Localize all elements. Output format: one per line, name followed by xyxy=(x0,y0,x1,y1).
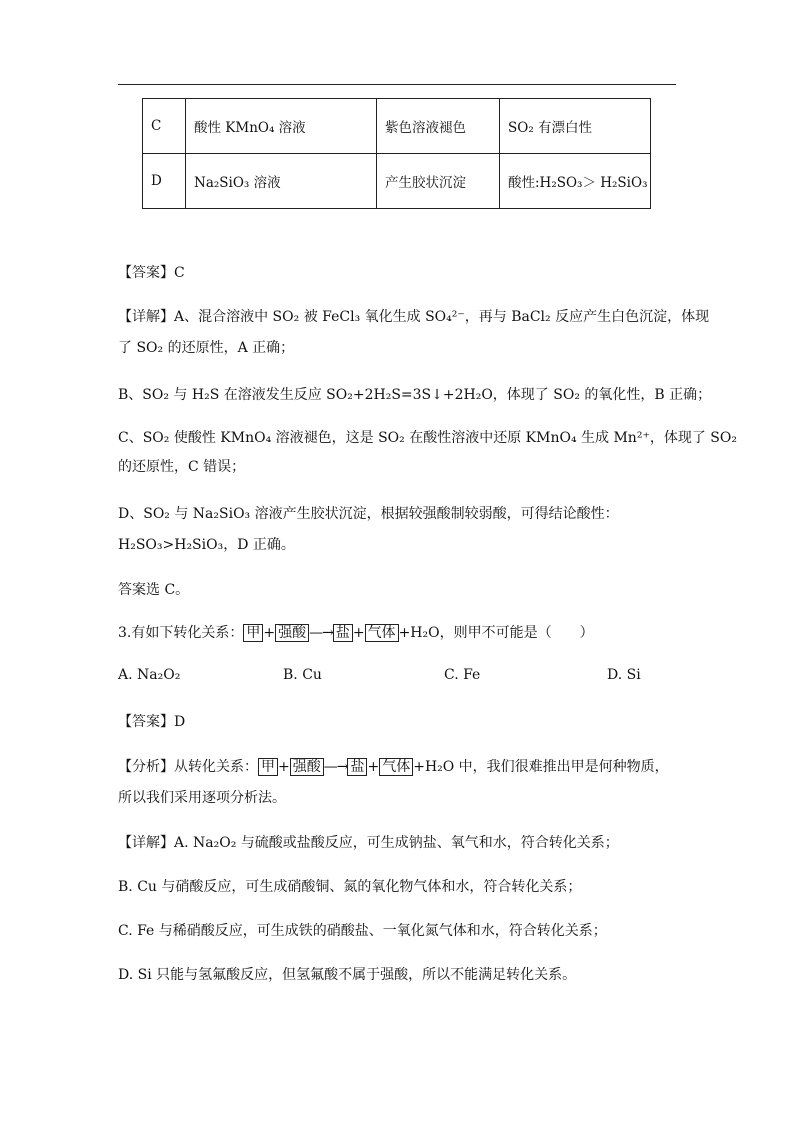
option-a: A. Na₂O₂ xyxy=(118,667,181,683)
q2-detail-d-line2: H₂SO₃>H₂SiO₃，D 正确。 xyxy=(118,537,295,553)
table-row xyxy=(143,99,651,154)
q2-final-answer: 答案选 C。 xyxy=(118,582,190,598)
q2-detail-c-line2: 的还原性，C 错误； xyxy=(118,459,246,475)
conclusion-cell: SO₂ 有漂白性 xyxy=(500,99,651,154)
q2-detail-d-line1: D、SO₂ 与 Na₂SiO₃ 溶液产生胶状沉淀，根据较强酸制较弱酸，可得结论酸性： xyxy=(118,506,619,522)
q3-analysis-line1 xyxy=(118,756,669,776)
box-gas: 气体 xyxy=(365,624,399,642)
box-salt: 盐 xyxy=(333,624,353,642)
option-b: B. Cu xyxy=(283,667,322,683)
phenomenon-cell: 紫色溶液褪色 xyxy=(377,99,500,154)
q3-analysis-line2: 所以我们采用逐项分析法。 xyxy=(118,790,286,806)
plus-sign: + xyxy=(367,759,380,775)
row-label: C xyxy=(143,99,186,154)
box-jia: 甲 xyxy=(243,624,263,642)
q3-detail-d: D. Si 只能与氢氟酸反应，但氢氟酸不属于强酸，所以不能满足转化关系。 xyxy=(118,967,577,983)
header-rule xyxy=(118,84,676,85)
plus-sign: + xyxy=(413,759,425,775)
q2-detail-a-line2: 了 SO₂ 的还原性，A 正确； xyxy=(118,340,295,356)
q3-stem-prefix: 3.有如下转化关系： xyxy=(118,625,244,641)
q2-answer: 【答案】C xyxy=(118,265,185,281)
box-strong-acid: 强酸 xyxy=(290,758,324,776)
q3-answer: 【答案】D xyxy=(118,714,186,730)
reaction-arrow: —→ xyxy=(309,625,333,641)
q2-detail-b: B、SO₂ 与 H₂S 在溶液发生反应 SO₂+2H₂S=3S↓+2H₂O，体现了 SO₂ 的氧化性，B 正确； xyxy=(118,387,712,403)
water-term: +H₂O xyxy=(398,625,440,641)
plus-sign: + xyxy=(352,625,365,641)
box-salt: 盐 xyxy=(347,758,367,776)
q3-stem-suffix: ，则甲不可能是（ ） xyxy=(439,625,594,641)
reagent-cell: Na₂SiO₃ 溶液 xyxy=(186,154,377,209)
plus-sign: + xyxy=(263,625,276,641)
table-row xyxy=(143,154,651,209)
q2-detail-a-line1: 【详解】A、混合溶液中 SO₂ 被 FeCl₃ 氧化生成 SO₄²⁻，再与 BaCl₂ 反应产生白色沉淀，体现 xyxy=(118,309,710,325)
q3-detail-b: B. Cu 与硝酸反应，可生成硝酸铜、氮的氧化物气体和水，符合转化关系； xyxy=(118,879,582,895)
reagent-cell: 酸性 KMnO₄ 溶液 xyxy=(186,99,377,154)
reaction-arrow: —→ xyxy=(323,759,348,775)
q2-detail-c-line1: C、SO₂ 使酸性 KMnO₄ 溶液褪色，这是 SO₂ 在酸性溶液中还原 KMnO₄ 生成 Mn²⁺，体现了 SO₂ xyxy=(118,430,737,446)
analysis-suffix: H₂O 中，我们很难推出甲是何种物质， xyxy=(424,759,669,775)
box-gas: 气体 xyxy=(379,758,413,776)
phenomenon-cell: 产生胶状沉淀 xyxy=(377,154,500,209)
options-table xyxy=(142,98,651,209)
plus-sign: + xyxy=(278,759,290,775)
box-jia: 甲 xyxy=(258,758,278,776)
option-d: D. Si xyxy=(607,667,641,683)
q3-detail-c: C. Fe 与稀硝酸反应，可生成铁的硝酸盐、一氧化氮气体和水，符合转化关系； xyxy=(118,923,607,939)
box-strong-acid: 强酸 xyxy=(275,624,309,642)
analysis-prefix: 【分析】从转化关系： xyxy=(118,759,258,775)
conclusion-cell: 酸性:H₂SO₃＞ H₂SiO₃ xyxy=(500,154,651,209)
option-c: C. Fe xyxy=(444,667,481,683)
row-label: D xyxy=(143,154,186,209)
q3-stem xyxy=(118,622,594,642)
q3-detail-a: 【详解】A. Na₂O₂ 与硫酸或盐酸反应，可生成钠盐、氧气和水，符合转化关系； xyxy=(118,835,619,851)
